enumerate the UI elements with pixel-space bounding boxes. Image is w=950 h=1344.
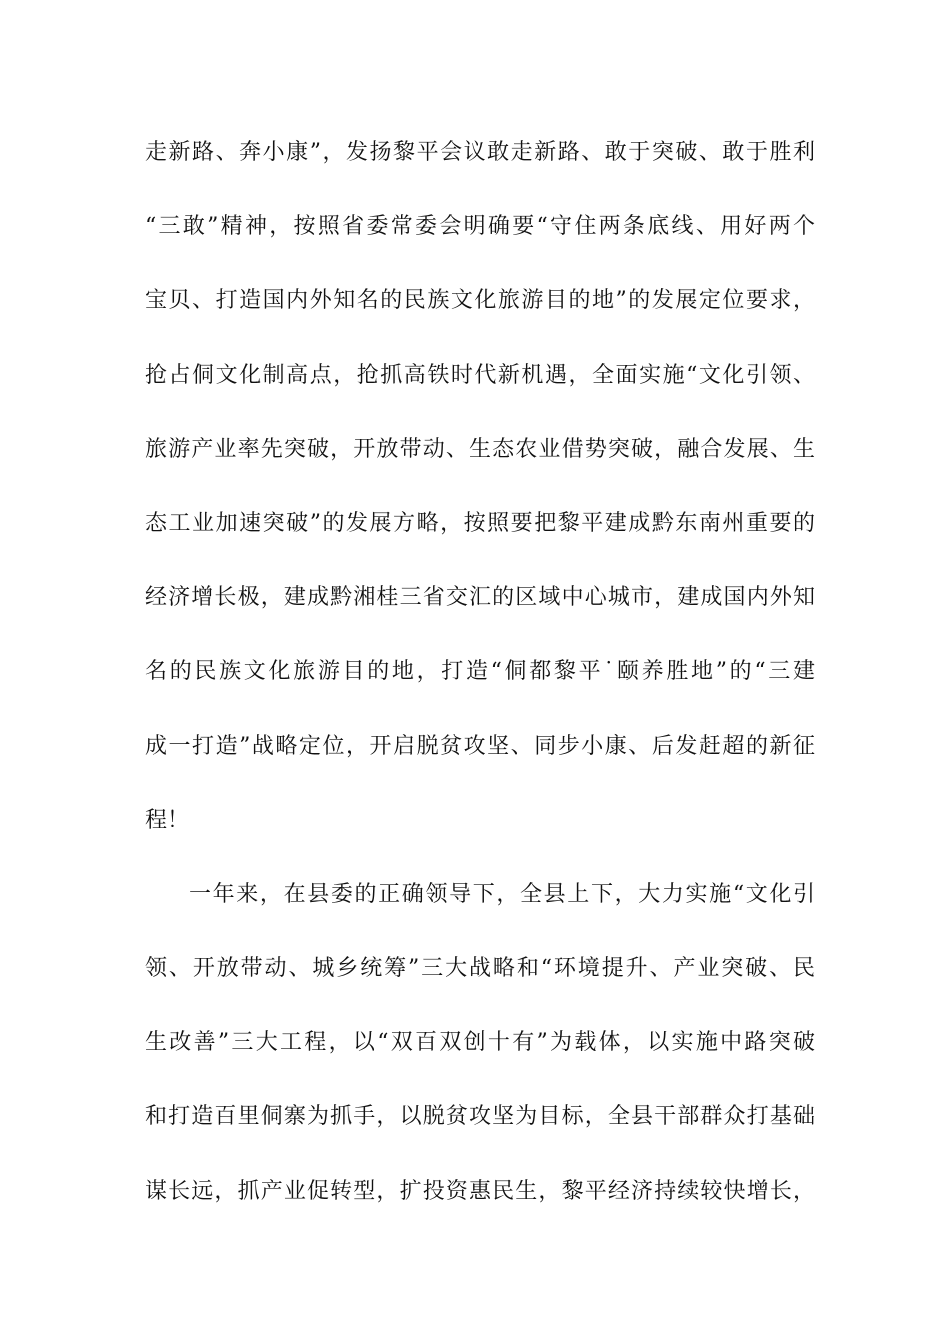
text-line: “三敢”精神，按照省委常委会明确要“守住两条底线、用好两个: [145, 214, 815, 240]
text-line: 名的民族文化旅游目的地，打造“侗都黎平˙颐养胜地”的“三建: [145, 659, 815, 685]
text-line: 走新路、奔小康”，发扬黎平会议敢走新路、敢于突破、敢于胜利: [145, 140, 815, 165]
text-line-paragraph-start: 一年来，在县委的正确领导下，全县上下，大力实施“文化引: [189, 881, 815, 907]
text-line: 态工业加速突破”的发展方略，按照要把黎平建成黔东南州重要的: [145, 510, 815, 536]
text-line: 旅游产业率先突破，开放带动、生态农业借势突破，融合发展、生: [145, 436, 815, 462]
text-line: 生改善”三大工程，以“双百双创十有”为载体，以实施中路突破: [145, 1030, 815, 1056]
document-body: [145, 128, 815, 1241]
text-line: 经济增长极，建成黔湘桂三省交汇的区域中心城市，建成国内外知: [145, 585, 815, 611]
text-line: 谋长远，抓产业促转型，扩投资惠民生，黎平经济持续较快增长，: [145, 1178, 815, 1204]
text-line: 抢占侗文化制高点，抢抓高铁时代新机遇，全面实施“文化引领、: [145, 362, 815, 388]
text-line: 领、开放带动、城乡统筹”三大战略和“环境提升、产业突破、民: [145, 956, 815, 982]
text-line: 宝贝、打造国内外知名的民族文化旅游目的地”的发展定位要求，: [145, 288, 815, 314]
text-line: 成一打造”战略定位，开启脱贫攻坚、同步小康、后发赶超的新征: [145, 733, 815, 759]
text-line-paragraph-end: 程！: [145, 807, 190, 833]
text-line: 和打造百里侗寨为抓手，以脱贫攻坚为目标，全县干部群众打基础: [145, 1104, 815, 1130]
